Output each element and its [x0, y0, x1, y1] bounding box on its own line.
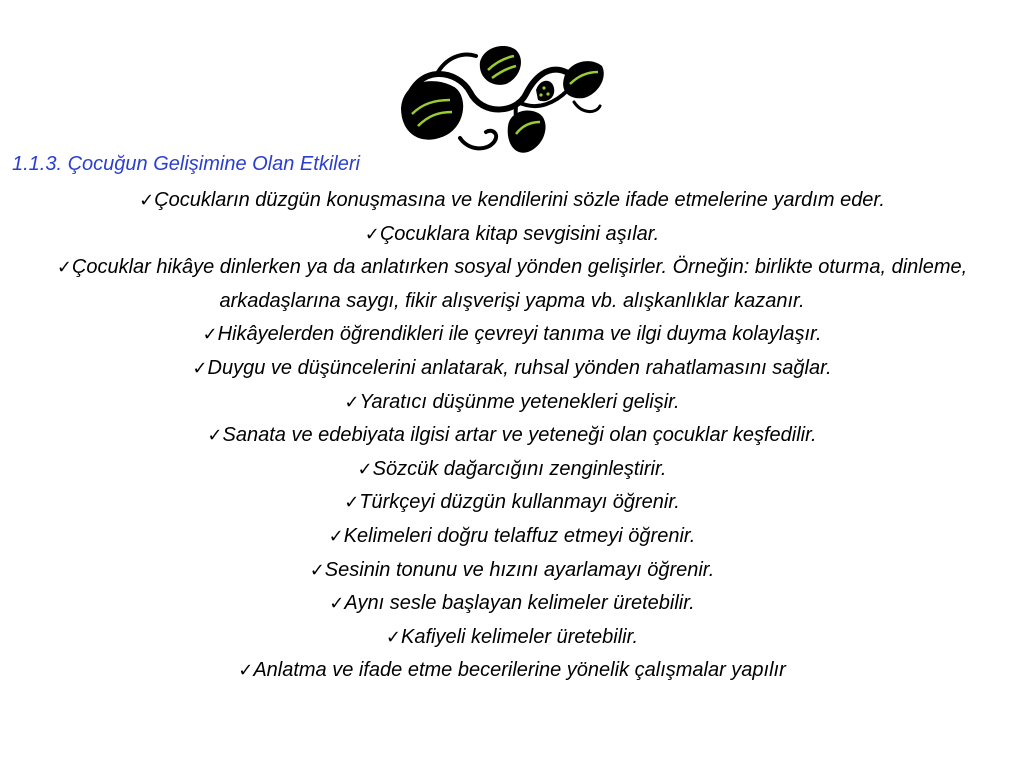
list-item: [36, 218, 988, 252]
check-mark-icon: ✓: [344, 492, 360, 514]
list-item: [36, 251, 988, 318]
check-mark-icon: ✓: [56, 257, 72, 279]
list-item: [36, 453, 988, 487]
list-item-text: Çocuklar hikâye dinlerken ya da anlatırken sosyal yönden gelişirler. Örneğin: birlikte oturma, dinleme, arkadaşlarına saygı, fikir alışverişi yapma vb. alışkanlıklar kazanır.: [71, 256, 968, 312]
check-mark-icon: ✓: [309, 559, 325, 581]
list-item-text: Hikâyelerden öğrendikleri ile çevreyi tanıma ve ilgi duyma kolaylaşır.: [217, 323, 822, 346]
list-item: [36, 386, 988, 420]
list-item-text: Türkçeyi düzgün kullanmayı öğrenir.: [359, 491, 680, 514]
list-item: [36, 419, 988, 453]
check-mark-icon: ✓: [329, 593, 345, 615]
list-item: [36, 654, 988, 688]
list-item-text: Çocuklara kitap sevgisini aşılar.: [379, 222, 660, 245]
list-item: [36, 520, 988, 554]
list-item-text: Sözcük dağarcığını zenginleştirir.: [372, 457, 667, 480]
check-mark-icon: ✓: [238, 660, 254, 682]
check-mark-icon: ✓: [192, 357, 208, 379]
check-mark-icon: ✓: [202, 324, 218, 346]
list-item-text: Sesinin tonunu ve hızını ayarlamayı öğrenir.: [324, 558, 715, 581]
check-mark-icon: ✓: [207, 425, 223, 447]
list-item-text: Anlatma ve ifade etme becerilerine yönelik çalışmalar yapılır: [253, 659, 786, 682]
list-item: [36, 352, 988, 386]
check-mark-icon: ✓: [364, 223, 380, 245]
check-mark-icon: ✓: [139, 190, 155, 211]
benefits-list: [36, 184, 988, 688]
list-item: [36, 587, 988, 621]
list-item: [36, 554, 988, 588]
list-item: [36, 318, 988, 352]
list-item: [36, 486, 988, 520]
check-mark-icon: ✓: [357, 458, 373, 480]
check-mark-icon: ✓: [328, 525, 344, 547]
list-item-text: Çocukların düzgün konuşmasına ve kendilerini sözle ifade etmelerine yardım eder.: [154, 189, 885, 211]
list-item-text: Kafiyeli kelimeler üretebilir.: [400, 625, 639, 648]
check-mark-icon: ✓: [344, 391, 360, 413]
list-item-text: Yaratıcı düşünme yetenekleri gelişir.: [359, 390, 680, 413]
list-item-text: Kelimeleri doğru telaffuz etmeyi öğrenir.: [343, 524, 696, 547]
section-heading: 1.1.3. Çocuğun Gelişimine Olan Etkileri: [12, 153, 360, 175]
list-item: [36, 621, 988, 655]
list-item-text: Sanata ve edebiyata ilgisi artar ve yeteneği olan çocuklar keşfedilir.: [222, 424, 817, 447]
list-item: [36, 184, 988, 218]
check-mark-icon: ✓: [385, 626, 401, 648]
list-item-text: Aynı sesle başlayan kelimeler üretebilir.: [344, 592, 695, 615]
list-item-text: Duygu ve düşüncelerini anlatarak, ruhsal yönden rahatlamasını sağlar.: [207, 356, 832, 379]
floral-vine-ornament-icon: [398, 42, 608, 160]
